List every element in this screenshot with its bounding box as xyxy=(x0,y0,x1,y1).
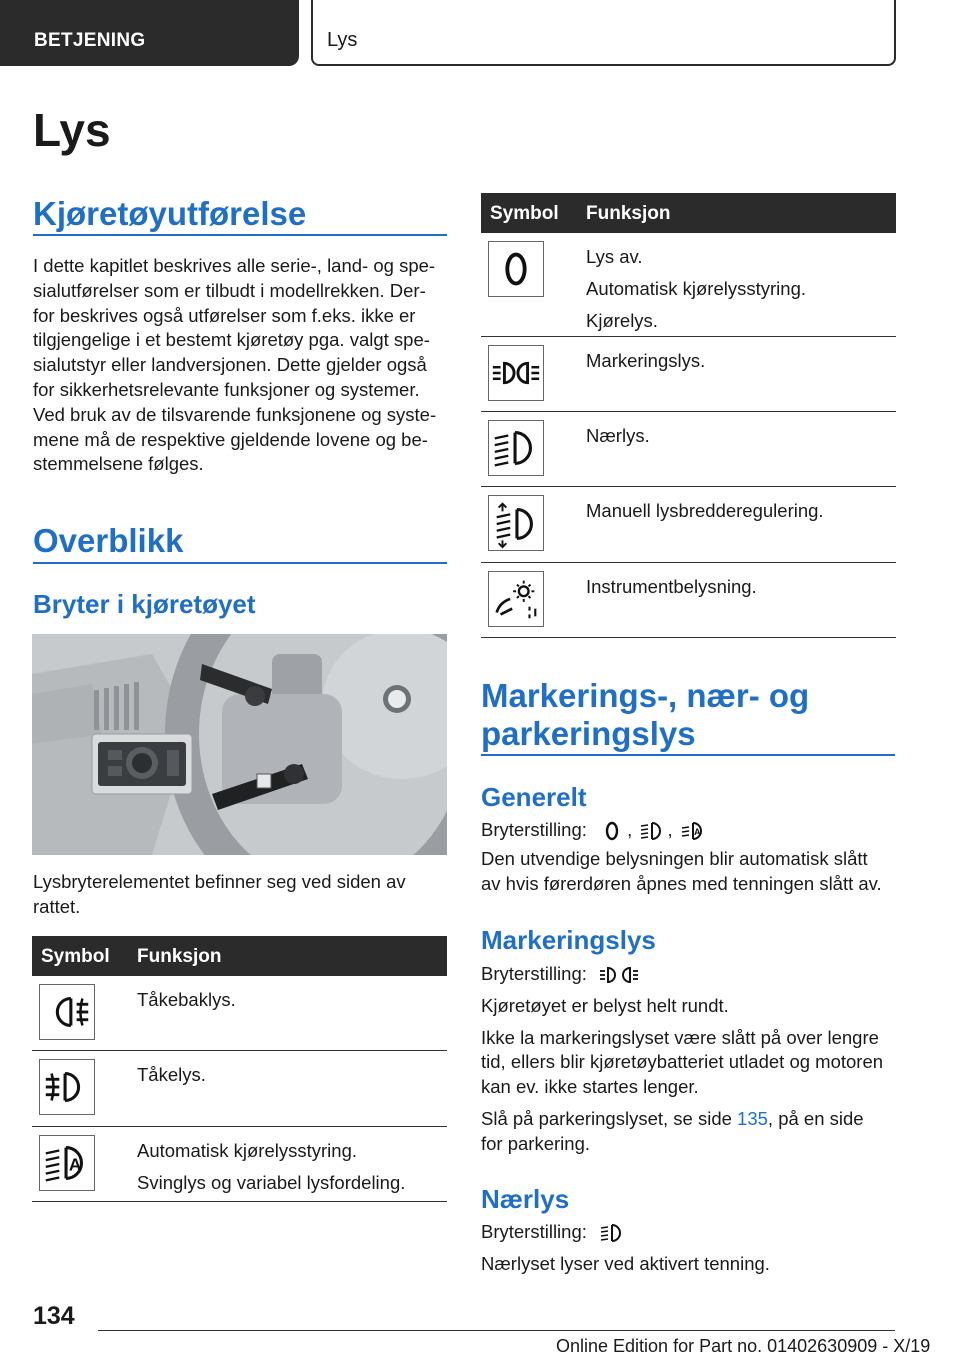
topic-label: Lys xyxy=(327,29,358,51)
function-text: Manuell lysbredderegulering. xyxy=(586,500,824,521)
page-title: Lys xyxy=(33,104,111,156)
function-text: Instrumentbelysning. xyxy=(586,576,757,597)
svg-text:A: A xyxy=(693,827,701,838)
front-fog-light-icon xyxy=(39,1059,95,1115)
col-function: Funksjon xyxy=(137,946,222,967)
function-text: Lys av. xyxy=(586,246,643,267)
col-function: Funksjon xyxy=(586,203,671,224)
instrument-lighting-icon xyxy=(488,571,544,627)
function-text: Markeringslys. xyxy=(586,350,706,371)
function-text: Automatisk kjørelysstyring. xyxy=(137,1140,357,1161)
function-text: Kjørelys. xyxy=(586,310,658,331)
parking-light-icon xyxy=(488,345,544,401)
heading-vehicle-version: Kjøretøyutførelse xyxy=(33,195,307,232)
auto-headlight-icon xyxy=(680,820,706,842)
function-text: Nærlys. xyxy=(586,425,650,446)
lights-off-icon xyxy=(488,241,544,297)
footer-rule xyxy=(98,1330,895,1331)
general-text: Bryterstilling: , , A Den utvendige belysningen blir automatisk slått av hvis førerdøren åpnes med tenningen slått av. xyxy=(481,818,897,896)
heading-rule xyxy=(481,754,895,756)
low-beam-switch-line: Bryterstilling: xyxy=(481,1220,897,1245)
page-link[interactable]: 135 xyxy=(737,1107,768,1129)
table-row xyxy=(32,1127,447,1202)
table-row xyxy=(481,487,896,563)
heading-general: Generelt xyxy=(481,782,587,812)
heading-lights: Markerings-, nær- og parkeringslys xyxy=(481,677,810,752)
heading-overview: Overblikk xyxy=(33,522,184,559)
low-beam-icon xyxy=(639,820,665,842)
light-switch-photo xyxy=(32,634,447,855)
col-symbol: Symbol xyxy=(41,946,110,967)
heading-switch-in-vehicle: Bryter i kjøretøyet xyxy=(33,589,256,619)
topic-tab xyxy=(311,0,896,66)
section-tab xyxy=(0,0,299,66)
parking-light-icon xyxy=(599,964,639,986)
table-header xyxy=(32,936,447,976)
heading-rule xyxy=(33,234,447,236)
svg-text:A: A xyxy=(68,1154,82,1175)
symbol-table-left xyxy=(32,936,447,1202)
function-text: Tåkelys. xyxy=(137,1064,206,1085)
table-row xyxy=(481,412,896,487)
table-row xyxy=(481,337,896,412)
parking-light-text: Bryterstilling: Kjøretøyet er belyst helt rundt. Ikke la markeringslyset være slått på over lengre tid, ellers blir kjøretøybatteriet utladet og motoren kan ev. ikke startes lenger. Slå på parkeringslyset, se side 135, på en side for parkering. xyxy=(481,962,897,1157)
general-switch-line: Bryterstilling: , , A xyxy=(481,818,897,843)
table-row xyxy=(481,233,896,337)
vehicle-version-text: I dette kapitlet beskrives alle serie-, land- og spe- sialutførelser som er tilbudt i modellrekken. Der- for beskrives også utførelser som f.eks. ikke er tilgjengelige i et bestemt kjøretøy pga. valgt spe- sialutstyr eller landversjonen. Dette gjelder også for sikkerhetsrelevante funksjoner og systemer. Ved bruk av de tilsvarende funksjonene og syste- mene må de respektive gjeldende lovene og be- stemmelsene følges. xyxy=(33,255,437,475)
function-text: Tåkebaklys. xyxy=(137,989,236,1010)
heading-rule xyxy=(33,562,447,564)
function-text: Svinglys og variabel lysfordeling. xyxy=(137,1172,406,1193)
lights-off-icon xyxy=(599,820,625,842)
headlight-range-icon xyxy=(488,495,544,551)
rear-fog-light-icon xyxy=(39,984,95,1040)
col-symbol: Symbol xyxy=(490,203,559,224)
parking-see-page: Slå på parkeringslyset, se side 135, på en side xyxy=(481,1107,864,1129)
heading-low-beam: Nærlys xyxy=(481,1184,570,1214)
auto-headlight-icon xyxy=(39,1135,95,1191)
table-row xyxy=(481,563,896,638)
table-row xyxy=(32,1051,447,1127)
low-beam-icon xyxy=(599,1222,625,1244)
footer-edition: Online Edition for Part no. 01402630909 - X/19 xyxy=(556,1336,931,1356)
table-row xyxy=(32,976,447,1051)
symbol-table-right xyxy=(481,193,896,638)
function-text: Automatisk kjørelysstyring. xyxy=(586,278,806,299)
heading-parking-light: Markeringslys xyxy=(481,925,656,955)
low-beam-text: Bryterstilling: Nærlyset lyser ved aktivert tenning. xyxy=(481,1220,897,1277)
photo-caption: Lysbryterelementet befinner seg ved siden av rattet. xyxy=(33,871,406,917)
low-beam-icon xyxy=(488,420,544,476)
section-label: BETJENING xyxy=(34,30,146,51)
page-number: 134 xyxy=(33,1302,75,1330)
table-header xyxy=(481,193,896,233)
parking-switch-line: Bryterstilling: xyxy=(481,962,897,987)
